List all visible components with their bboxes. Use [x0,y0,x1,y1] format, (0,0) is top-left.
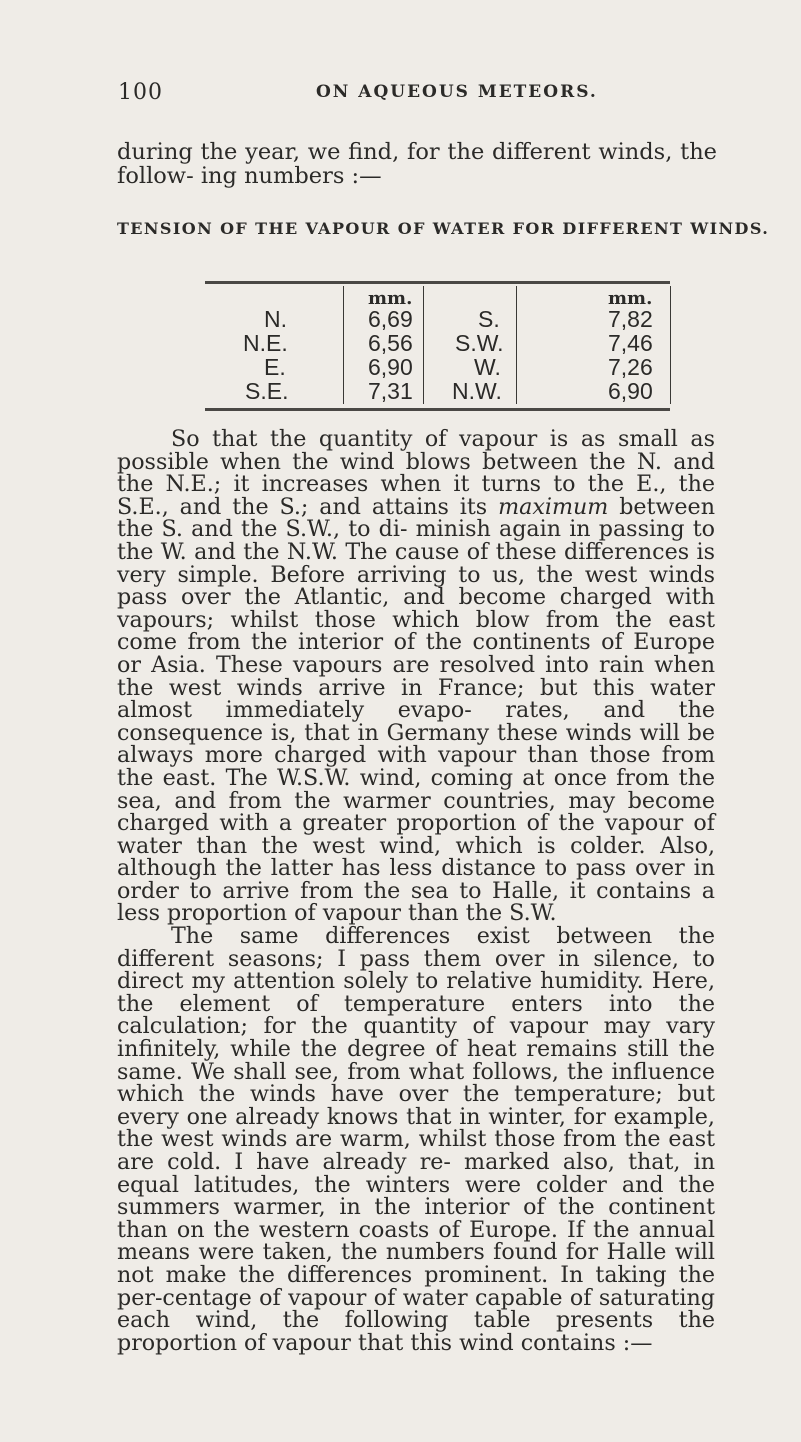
tension-value: 6,90 [368,354,413,380]
wind-label: S.E. [245,378,289,404]
tension-value: 7,26 [608,354,653,380]
tension-value: 6,69 [368,306,413,332]
tension-value: 7,82 [608,306,653,332]
wind-label: S.W. [455,330,504,356]
wind-label: E. [264,354,286,380]
unit-label-left: mm. [368,288,413,309]
tension-value: 6,56 [368,330,413,356]
unit-label-right: mm. [608,288,653,309]
intro-paragraph: during the year, we find, for the different winds, the follow- ing numbers :— [117,139,717,189]
body-text [117,428,715,1354]
paragraph: The same differences exist between the different seasons; I pass them over in silence, to direct my attention solely to relative humidity. Here, the element of temperature enters into the calculation; for the quantity of vapour may vary infinitely, while the degree of heat remains still the same. We shall see, from what follows, the influence which the winds have over the temperature; but every one already knows that in winter, for example, the west winds are warm, whilst those from the east are cold. I have already re- marked also, that, in equal latitudes, the winters were colder and the summers warmer, in the interior of the continent than on the western coasts of Europe. If the annual means were taken, the numbers found for Halle will not make the differences prominent. In taking the per-centage of vapour of water capable of saturating each wind, the following table presents the proportion of vapour that this wind contains :— [117,923,715,1356]
paragraph-text: So that the quantity of vapour is as small as possible when the wind blows between the N. and the N.E.; it increases when it turns to the E., the S.E., and the S.; and attains its [117,426,715,520]
table-bottom-rule [205,408,670,411]
page-number: 100 [118,80,163,105]
wind-label: S. [478,306,500,332]
column-divider [516,286,517,404]
tension-value: 6,90 [608,378,653,404]
paragraph-text: between the S. and the S.W., to di- minish again in passing to the W. and the N.W. The cause of these differences is very simple. Before arriving to us, the west winds pass over the Atlantic, and become charged with vapours; whilst those which blow from the east come from the interior of the continents of Europe or Asia. These vapours are resolved into rain when the west winds arrive in France; but this water almost immediately evapo- rates, and the consequence is, that in Germany these winds will be always more charged with vapour than those from the east. The W.S.W. wind, coming at once from the sea, and from the warmer countries, may become charged with a greater proportion of the vapour of water than the west wind, which is colder. Also, although the latter has less distance to pass over in order to arrive from the sea to Halle, it contains a less proportion of vapour than the S.W. [117,493,715,927]
table-top-rule [205,281,670,284]
wind-label: N.W. [452,378,502,404]
column-divider [343,286,344,404]
page-header [118,80,718,120]
column-divider [670,286,671,404]
paragraph [117,428,715,925]
wind-label: W. [474,354,501,380]
wind-label: N.E. [243,330,288,356]
column-divider [423,286,424,404]
tension-value: 7,31 [368,378,413,404]
tension-value: 7,46 [608,330,653,356]
table-title: TENSION OF THE VAPOUR OF WATER FOR DIFFERENT WINDS. [117,219,770,238]
italic-word: maximum [498,493,609,520]
wind-label: N. [264,306,287,332]
running-head: ON AQUEOUS METEORS. [316,82,598,102]
